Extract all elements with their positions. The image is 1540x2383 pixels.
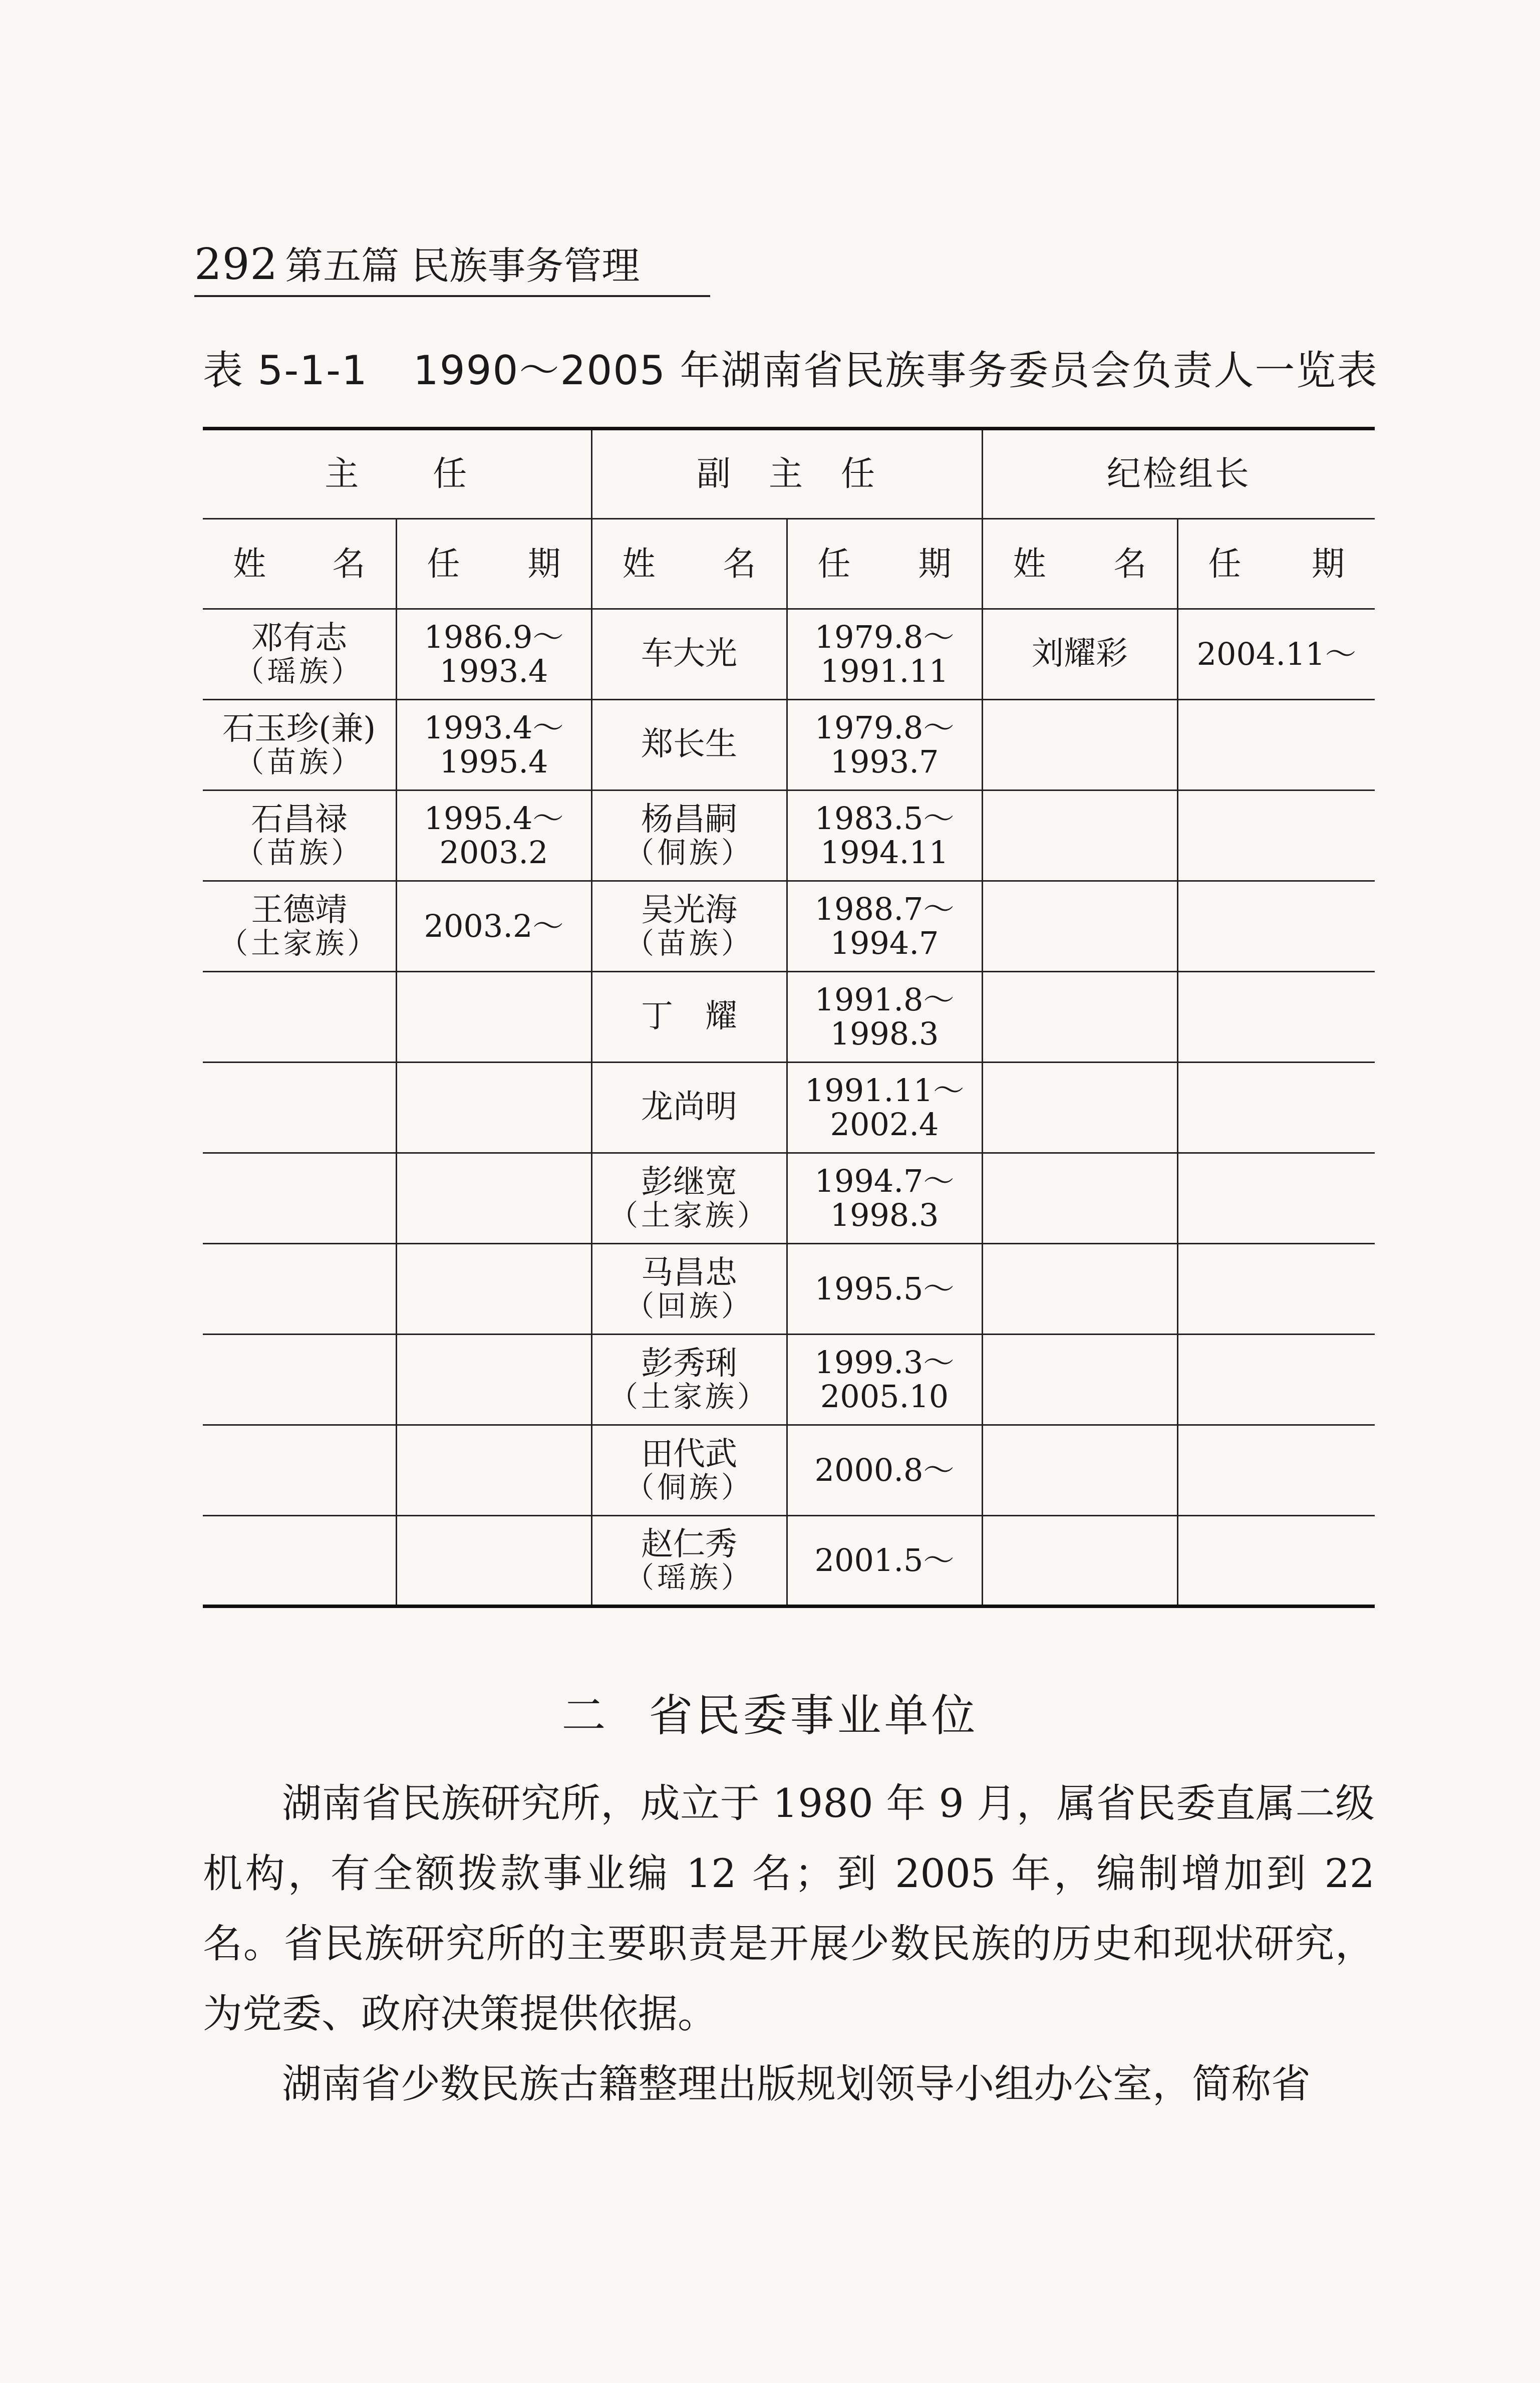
deputy-term-start: 2000.8～	[814, 1451, 955, 1488]
deputy-term-end: 1994.7	[830, 925, 939, 961]
discipline-head-name-cell	[982, 972, 1177, 1063]
director-term-cell	[396, 790, 591, 881]
deputy-name: 吴光海	[641, 892, 738, 929]
director-term-cell	[396, 1335, 591, 1425]
table-group-header	[203, 429, 1375, 519]
director-term-end: 1995.4	[439, 743, 548, 780]
table-column-header	[203, 519, 1375, 609]
deputy-term-start: 1999.3～	[814, 1344, 955, 1381]
director-term-cell	[396, 609, 591, 700]
page-number: 292	[194, 239, 278, 290]
deputy-name-cell	[591, 790, 787, 881]
deputy-name: 郑长生	[641, 726, 738, 763]
group-deputy-director: 副 主 任	[591, 429, 982, 519]
deputy-name-cell	[591, 972, 787, 1063]
deputy-term-start: 1979.8～	[814, 618, 955, 655]
col-name: 姓 名	[591, 519, 787, 609]
discipline-head-name-cell	[982, 1244, 1177, 1335]
deputy-ethnicity: （侗族）	[625, 1470, 754, 1505]
director-term-start: 2003.2～	[424, 907, 564, 944]
section-heading	[0, 1681, 1540, 1744]
deputy-term-cell	[787, 1063, 982, 1153]
deputy-term-cell	[787, 881, 982, 972]
deputy-name-cell	[591, 700, 787, 790]
deputy-term-start: 1979.8～	[814, 709, 955, 746]
discipline-head-term-cell	[1177, 790, 1375, 881]
discipline-head-term-cell	[1177, 1244, 1375, 1335]
deputy-name: 丁 耀	[641, 998, 738, 1035]
director-name-cell	[203, 1063, 396, 1153]
director-name-cell	[203, 1244, 396, 1335]
deputy-ethnicity: （苗族）	[625, 926, 754, 961]
discipline-head-term-cell	[1177, 1425, 1375, 1516]
discipline-head-name-cell	[982, 1063, 1177, 1153]
director-name-cell	[203, 790, 396, 881]
deputy-term-start: 1994.7～	[814, 1162, 955, 1199]
director-ethnicity: （苗族）	[235, 836, 364, 870]
table-caption	[203, 338, 1405, 396]
table-row	[203, 1244, 1375, 1335]
deputy-name-cell	[591, 1516, 787, 1607]
director-name: 王德靖	[251, 892, 348, 929]
deputy-name-cell	[591, 1244, 787, 1335]
paragraph: 湖南省少数民族古籍整理出版规划领导小组办公室，简称省	[282, 2061, 1311, 2107]
col-name: 姓 名	[982, 519, 1177, 609]
running-header	[194, 235, 710, 297]
director-name-cell	[203, 972, 396, 1063]
discipline-head-name-cell	[982, 1335, 1177, 1425]
col-term: 任 期	[1177, 519, 1375, 609]
director-term-cell	[396, 972, 591, 1063]
director-term-cell	[396, 1516, 591, 1607]
discipline-head-name-cell	[982, 790, 1177, 881]
table-row	[203, 790, 1375, 881]
discipline-head-term-cell	[1177, 972, 1375, 1063]
deputy-name-cell	[591, 1425, 787, 1516]
deputy-term-cell	[787, 1244, 982, 1335]
discipline-head-term-cell	[1177, 1153, 1375, 1244]
deputy-term-cell	[787, 1425, 982, 1516]
col-term: 任 期	[396, 519, 591, 609]
discipline-head-name-cell	[982, 609, 1177, 700]
discipline-head-term-cell	[1177, 1516, 1375, 1607]
deputy-term-end: 1994.11	[820, 834, 949, 871]
table-row	[203, 1516, 1375, 1607]
col-name: 姓 名	[203, 519, 396, 609]
discipline-head-name-cell	[982, 700, 1177, 790]
director-name-cell	[203, 1516, 396, 1607]
deputy-term-end: 1993.7	[830, 743, 939, 780]
deputy-name: 彭秀琍	[641, 1345, 738, 1383]
deputy-name-cell	[591, 609, 787, 700]
deputy-term-start: 1991.8～	[814, 981, 955, 1018]
deputy-term-start: 2001.5～	[814, 1541, 955, 1578]
deputy-term-cell	[787, 790, 982, 881]
deputy-ethnicity: （土家族）	[609, 1380, 770, 1414]
deputy-ethnicity: （侗族）	[625, 836, 754, 870]
director-term-cell	[396, 700, 591, 790]
director-term-end: 1993.4	[439, 653, 548, 689]
leaders-table	[203, 427, 1375, 1608]
section-title: 省民委事业单位	[649, 1690, 979, 1741]
deputy-name: 车大光	[641, 635, 738, 673]
deputy-name-cell	[591, 881, 787, 972]
discipline-head-term-cell	[1177, 609, 1375, 700]
running-title: 第五篇 民族事务管理	[285, 243, 640, 288]
deputy-term-end: 1991.11	[820, 653, 949, 689]
director-name-cell	[203, 1153, 396, 1244]
director-term-cell	[396, 1244, 591, 1335]
deputy-term-end: 2005.10	[820, 1378, 949, 1415]
director-name-cell	[203, 1335, 396, 1425]
table-row	[203, 1335, 1375, 1425]
director-name-cell	[203, 1425, 396, 1516]
director-name-cell	[203, 609, 396, 700]
discipline-head-term-cell	[1177, 1063, 1375, 1153]
director-term-cell	[396, 1153, 591, 1244]
deputy-term-start: 1983.5～	[814, 800, 955, 837]
deputy-term-end: 2002.4	[830, 1106, 939, 1143]
table-row	[203, 1063, 1375, 1153]
deputy-term-cell	[787, 700, 982, 790]
director-ethnicity: （瑶族）	[235, 654, 364, 689]
body-text	[203, 1768, 1375, 2119]
table-caption-number: 表 5-1-1	[203, 347, 368, 394]
deputy-term-start: 1988.7～	[814, 890, 955, 927]
director-name-cell	[203, 881, 396, 972]
discipline-head-term-cell	[1177, 1335, 1375, 1425]
deputy-term-cell	[787, 972, 982, 1063]
director-term-end: 2003.2	[439, 834, 548, 871]
deputy-name: 赵仁秀	[641, 1526, 738, 1563]
deputy-name-cell	[591, 1153, 787, 1244]
deputy-name-cell	[591, 1063, 787, 1153]
table-row	[203, 881, 1375, 972]
director-ethnicity: （苗族）	[235, 745, 364, 779]
director-term-start: 1995.4～	[424, 800, 564, 837]
section-number: 二	[561, 1690, 609, 1741]
deputy-term-cell	[787, 609, 982, 700]
director-term-start: 1993.4～	[424, 709, 564, 746]
director-name-cell	[203, 700, 396, 790]
director-term-cell	[396, 1425, 591, 1516]
discipline-head-name-cell	[982, 1153, 1177, 1244]
deputy-term-cell	[787, 1335, 982, 1425]
discipline-head-term-cell	[1177, 700, 1375, 790]
deputy-ethnicity: （回族）	[625, 1289, 754, 1323]
director-name: 石玉珍(兼)	[222, 710, 376, 748]
table-body	[203, 609, 1375, 1607]
table-row	[203, 1153, 1375, 1244]
discipline-head-name-cell	[982, 1516, 1177, 1607]
director-name: 邓有志	[251, 620, 348, 657]
deputy-term-start: 1995.5～	[814, 1270, 955, 1307]
deputy-ethnicity: （瑶族）	[625, 1560, 754, 1595]
deputy-name-cell	[591, 1335, 787, 1425]
group-director: 主 任	[203, 429, 591, 519]
deputy-term-cell	[787, 1153, 982, 1244]
deputy-name: 田代武	[641, 1436, 738, 1473]
table-row	[203, 972, 1375, 1063]
deputy-term-cell	[787, 1516, 982, 1607]
table-row	[203, 609, 1375, 700]
deputy-name: 杨昌嗣	[641, 801, 738, 839]
director-term-cell	[396, 881, 591, 972]
discipline-head-term-cell	[1177, 881, 1375, 972]
director-term-cell	[396, 1063, 591, 1153]
discipline-head-name: 刘耀彩	[1032, 635, 1128, 673]
table-row	[203, 700, 1375, 790]
group-discipline-head: 纪检组长	[982, 429, 1375, 519]
table-row	[203, 1425, 1375, 1516]
deputy-name: 龙尚明	[641, 1089, 738, 1126]
discipline-head-name-cell	[982, 1425, 1177, 1516]
col-term: 任 期	[787, 519, 982, 609]
director-term-start: 1986.9～	[424, 618, 564, 655]
discipline-head-term: 2004.11～	[1196, 635, 1356, 672]
director-ethnicity: （土家族）	[219, 926, 380, 961]
deputy-term-end: 1998.3	[830, 1015, 939, 1052]
paragraph: 湖南省民族研究所，成立于 1980 年 9 月，属省民委直属二级机构，有全额拨款事业编 12 名；到 2005 年，编制增加到 22 名。省民族研究所的主要职责是开展少数民族的历史和现状研究，为党委、政府决策提供依据。	[203, 1780, 1375, 2037]
deputy-name: 彭继宽	[641, 1164, 738, 1201]
director-name: 石昌禄	[251, 801, 348, 839]
deputy-term-start: 1991.11～	[804, 1072, 965, 1109]
deputy-name: 马昌忠	[641, 1254, 738, 1292]
table-caption-text: 1990～2005 年湖南省民族事务委员会负责人一览表	[413, 347, 1378, 394]
discipline-head-name-cell	[982, 881, 1177, 972]
deputy-ethnicity: （土家族）	[609, 1198, 770, 1233]
deputy-term-end: 1998.3	[830, 1197, 939, 1233]
